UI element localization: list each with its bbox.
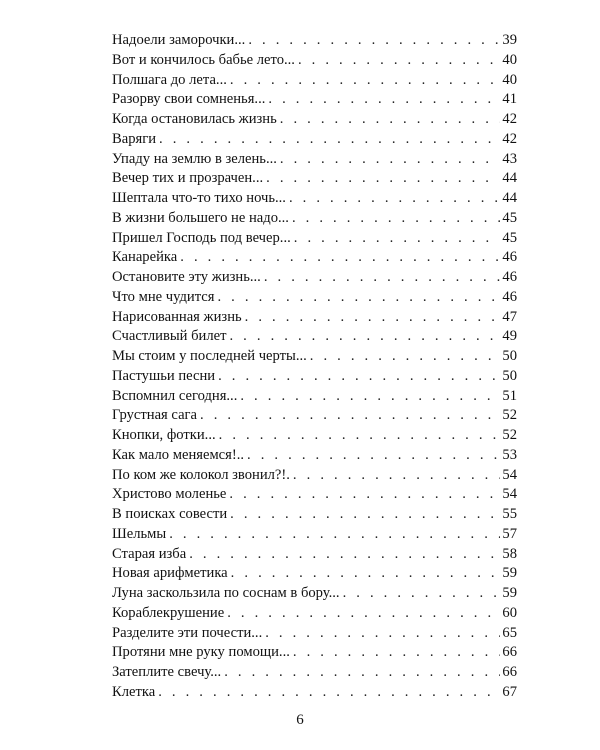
toc-entry	[112, 663, 517, 683]
toc-entry-title: Вечер тих и прозрачен...	[112, 170, 264, 187]
toc-entry-page: 65	[502, 624, 517, 641]
toc-entry	[112, 525, 517, 545]
toc-entry-title: Как мало меняемся!..	[112, 446, 245, 463]
toc-entry	[112, 209, 517, 229]
toc-dot-leader	[248, 31, 500, 51]
toc-entry	[112, 327, 517, 347]
toc-entry-title: Шельмы	[112, 525, 167, 542]
toc-entry-title: Нарисованная жизнь	[112, 308, 242, 325]
toc-entry-page: 46	[502, 249, 517, 266]
toc-entry-title: Старая изба	[112, 545, 187, 562]
toc-entry-title: Протяни мне руку помощи...	[112, 644, 290, 661]
toc-entry-page: 67	[502, 683, 517, 700]
toc-entry-page: 46	[502, 288, 517, 305]
toc-entry-title: Затеплите свечу...	[112, 664, 222, 680]
toc-dot-leader	[280, 150, 501, 170]
toc-dot-leader	[217, 288, 500, 308]
toc-dot-leader	[224, 663, 500, 683]
toc-dot-leader	[268, 90, 500, 110]
toc-entry-page: 59	[502, 565, 517, 582]
toc-dot-leader	[230, 71, 501, 91]
toc-entry-title: Кораблекрушение	[112, 604, 225, 621]
toc-entry-title: Грустная сага	[112, 407, 198, 424]
toc-entry	[112, 426, 517, 446]
toc-entry-page: 42	[502, 130, 517, 147]
toc-entry-title: По ком же колокол звонил?!.	[112, 466, 290, 483]
toc-dot-leader	[227, 604, 500, 624]
toc-entry-page: 40	[502, 71, 517, 88]
toc-entry-page: 55	[502, 506, 517, 522]
toc-entry-page: 47	[502, 308, 517, 325]
toc-entry	[112, 51, 517, 71]
toc-entry-page: 42	[502, 111, 517, 127]
toc-entry	[112, 604, 517, 624]
toc-entry	[112, 485, 517, 505]
toc-dot-leader	[218, 367, 500, 387]
toc-entry	[112, 229, 517, 249]
toc-entry-page: 40	[502, 51, 517, 68]
toc-entry-page: 44	[502, 170, 517, 187]
toc-entry-title: Упаду на землю в зелень...	[112, 150, 277, 167]
toc-entry	[112, 584, 517, 604]
toc-dot-leader	[264, 268, 501, 288]
toc-entry-page: 60	[502, 604, 517, 621]
toc-dot-leader	[169, 525, 500, 545]
toc-entry	[112, 624, 517, 644]
toc-dot-leader	[229, 327, 500, 347]
toc-entry-title: Мы стоим у последней черты...	[112, 348, 307, 364]
toc-dot-leader	[180, 248, 500, 268]
toc-dot-leader	[265, 624, 500, 644]
toc-entry-title: Пришел Господь под вечер...	[112, 229, 291, 246]
toc-entry	[112, 367, 517, 387]
toc-entry	[112, 446, 517, 466]
toc-entry-title: Новая арифметика	[112, 565, 228, 582]
toc-entry	[112, 545, 517, 565]
toc-entry-page: 54	[502, 466, 517, 483]
toc-entry-page: 59	[502, 585, 517, 601]
toc-entry-page: 50	[502, 367, 517, 384]
toc-entry-page: 39	[502, 32, 517, 48]
toc-dot-leader	[247, 446, 500, 466]
toc-dot-leader	[229, 485, 500, 505]
toc-dot-leader	[292, 209, 500, 229]
toc-entry	[112, 643, 517, 663]
toc-entry-page: 49	[502, 328, 517, 345]
toc-dot-leader	[310, 347, 501, 367]
toc-entry-title: Разорву свои сомненья...	[112, 91, 266, 108]
toc-entry-title: Разделите эти почести...	[112, 624, 263, 641]
toc-entry-title: Надоели заморочки...	[112, 32, 246, 48]
toc-dot-leader	[293, 466, 500, 486]
toc-entry	[112, 150, 517, 170]
toc-entry	[112, 130, 517, 150]
toc-dot-leader	[230, 505, 500, 525]
toc-entry	[112, 189, 517, 209]
toc-dot-leader	[343, 584, 501, 604]
toc-entry-title: Варяги	[112, 130, 157, 147]
toc-dot-leader	[293, 643, 501, 663]
toc-entry	[112, 466, 517, 486]
toc-entry	[112, 387, 517, 407]
table-of-contents	[112, 31, 517, 703]
toc-entry-page: 58	[502, 545, 517, 562]
toc-entry-title: Канарейка	[112, 249, 178, 266]
toc-entry-title: Вот и кончилось бабье лето...	[112, 51, 295, 68]
toc-entry-page: 41	[502, 91, 517, 108]
page-number: 6	[296, 712, 304, 728]
toc-dot-leader	[294, 229, 501, 249]
toc-entry	[112, 71, 517, 91]
toc-entry-title: Остановите эту жизнь...	[112, 269, 261, 285]
toc-dot-leader	[200, 406, 500, 426]
toc-entry	[112, 268, 517, 288]
toc-entry-title: Вспомнил сегодня...	[112, 387, 238, 404]
toc-entry-page: 51	[502, 387, 517, 404]
toc-dot-leader	[289, 189, 500, 209]
toc-entry-page: 57	[502, 525, 517, 542]
toc-entry	[112, 31, 517, 51]
toc-entry-title: Полшага до лета...	[112, 71, 227, 88]
toc-entry-title: Счастливый билет	[112, 328, 227, 345]
toc-entry	[112, 406, 517, 426]
toc-dot-leader	[245, 308, 501, 328]
toc-dot-leader	[189, 545, 500, 565]
toc-entry-title: В жизни большего не надо...	[112, 209, 289, 226]
toc-dot-leader	[298, 51, 500, 71]
toc-dot-leader	[240, 387, 500, 407]
toc-dot-leader	[158, 683, 500, 703]
toc-dot-leader	[159, 130, 500, 150]
toc-entry	[112, 683, 517, 703]
toc-entry-page: 54	[502, 486, 517, 503]
toc-entry-page: 46	[502, 269, 517, 285]
toc-entry-title: В поисках совести	[112, 506, 228, 522]
toc-entry-title: Когда остановилась жизнь	[112, 111, 277, 127]
toc-entry	[112, 90, 517, 110]
toc-entry-page: 52	[502, 407, 517, 424]
toc-entry-page: 45	[502, 229, 517, 246]
toc-entry-page: 53	[502, 446, 517, 463]
toc-entry-page: 66	[502, 664, 517, 680]
toc-entry	[112, 248, 517, 268]
toc-entry-page: 44	[502, 190, 517, 206]
toc-dot-leader	[280, 110, 501, 130]
toc-entry	[112, 169, 517, 189]
toc-entry-title: Пастушьи песни	[112, 367, 216, 384]
toc-entry	[112, 505, 517, 525]
toc-dot-leader	[231, 564, 501, 584]
toc-entry-title: Кнопки, фотки...	[112, 427, 216, 443]
toc-entry	[112, 347, 517, 367]
toc-entry-page: 50	[502, 348, 517, 364]
toc-entry-page: 45	[502, 209, 517, 226]
toc-dot-leader	[219, 426, 501, 446]
toc-entry	[112, 110, 517, 130]
toc-entry-page: 66	[502, 644, 517, 661]
toc-entry-title: Клетка	[112, 683, 156, 700]
toc-entry-title: Шептала что-то тихо ночь...	[112, 190, 286, 206]
toc-entry-title: Луна заскользила по соснам в бору...	[112, 585, 340, 601]
toc-dot-leader	[266, 169, 500, 189]
toc-entry	[112, 564, 517, 584]
toc-entry-title: Что мне чудится	[112, 288, 215, 305]
toc-entry	[112, 288, 517, 308]
toc-entry	[112, 308, 517, 328]
toc-entry-title: Христово моленье	[112, 486, 227, 503]
toc-entry-page: 43	[502, 150, 517, 167]
toc-entry-page: 52	[502, 427, 517, 443]
